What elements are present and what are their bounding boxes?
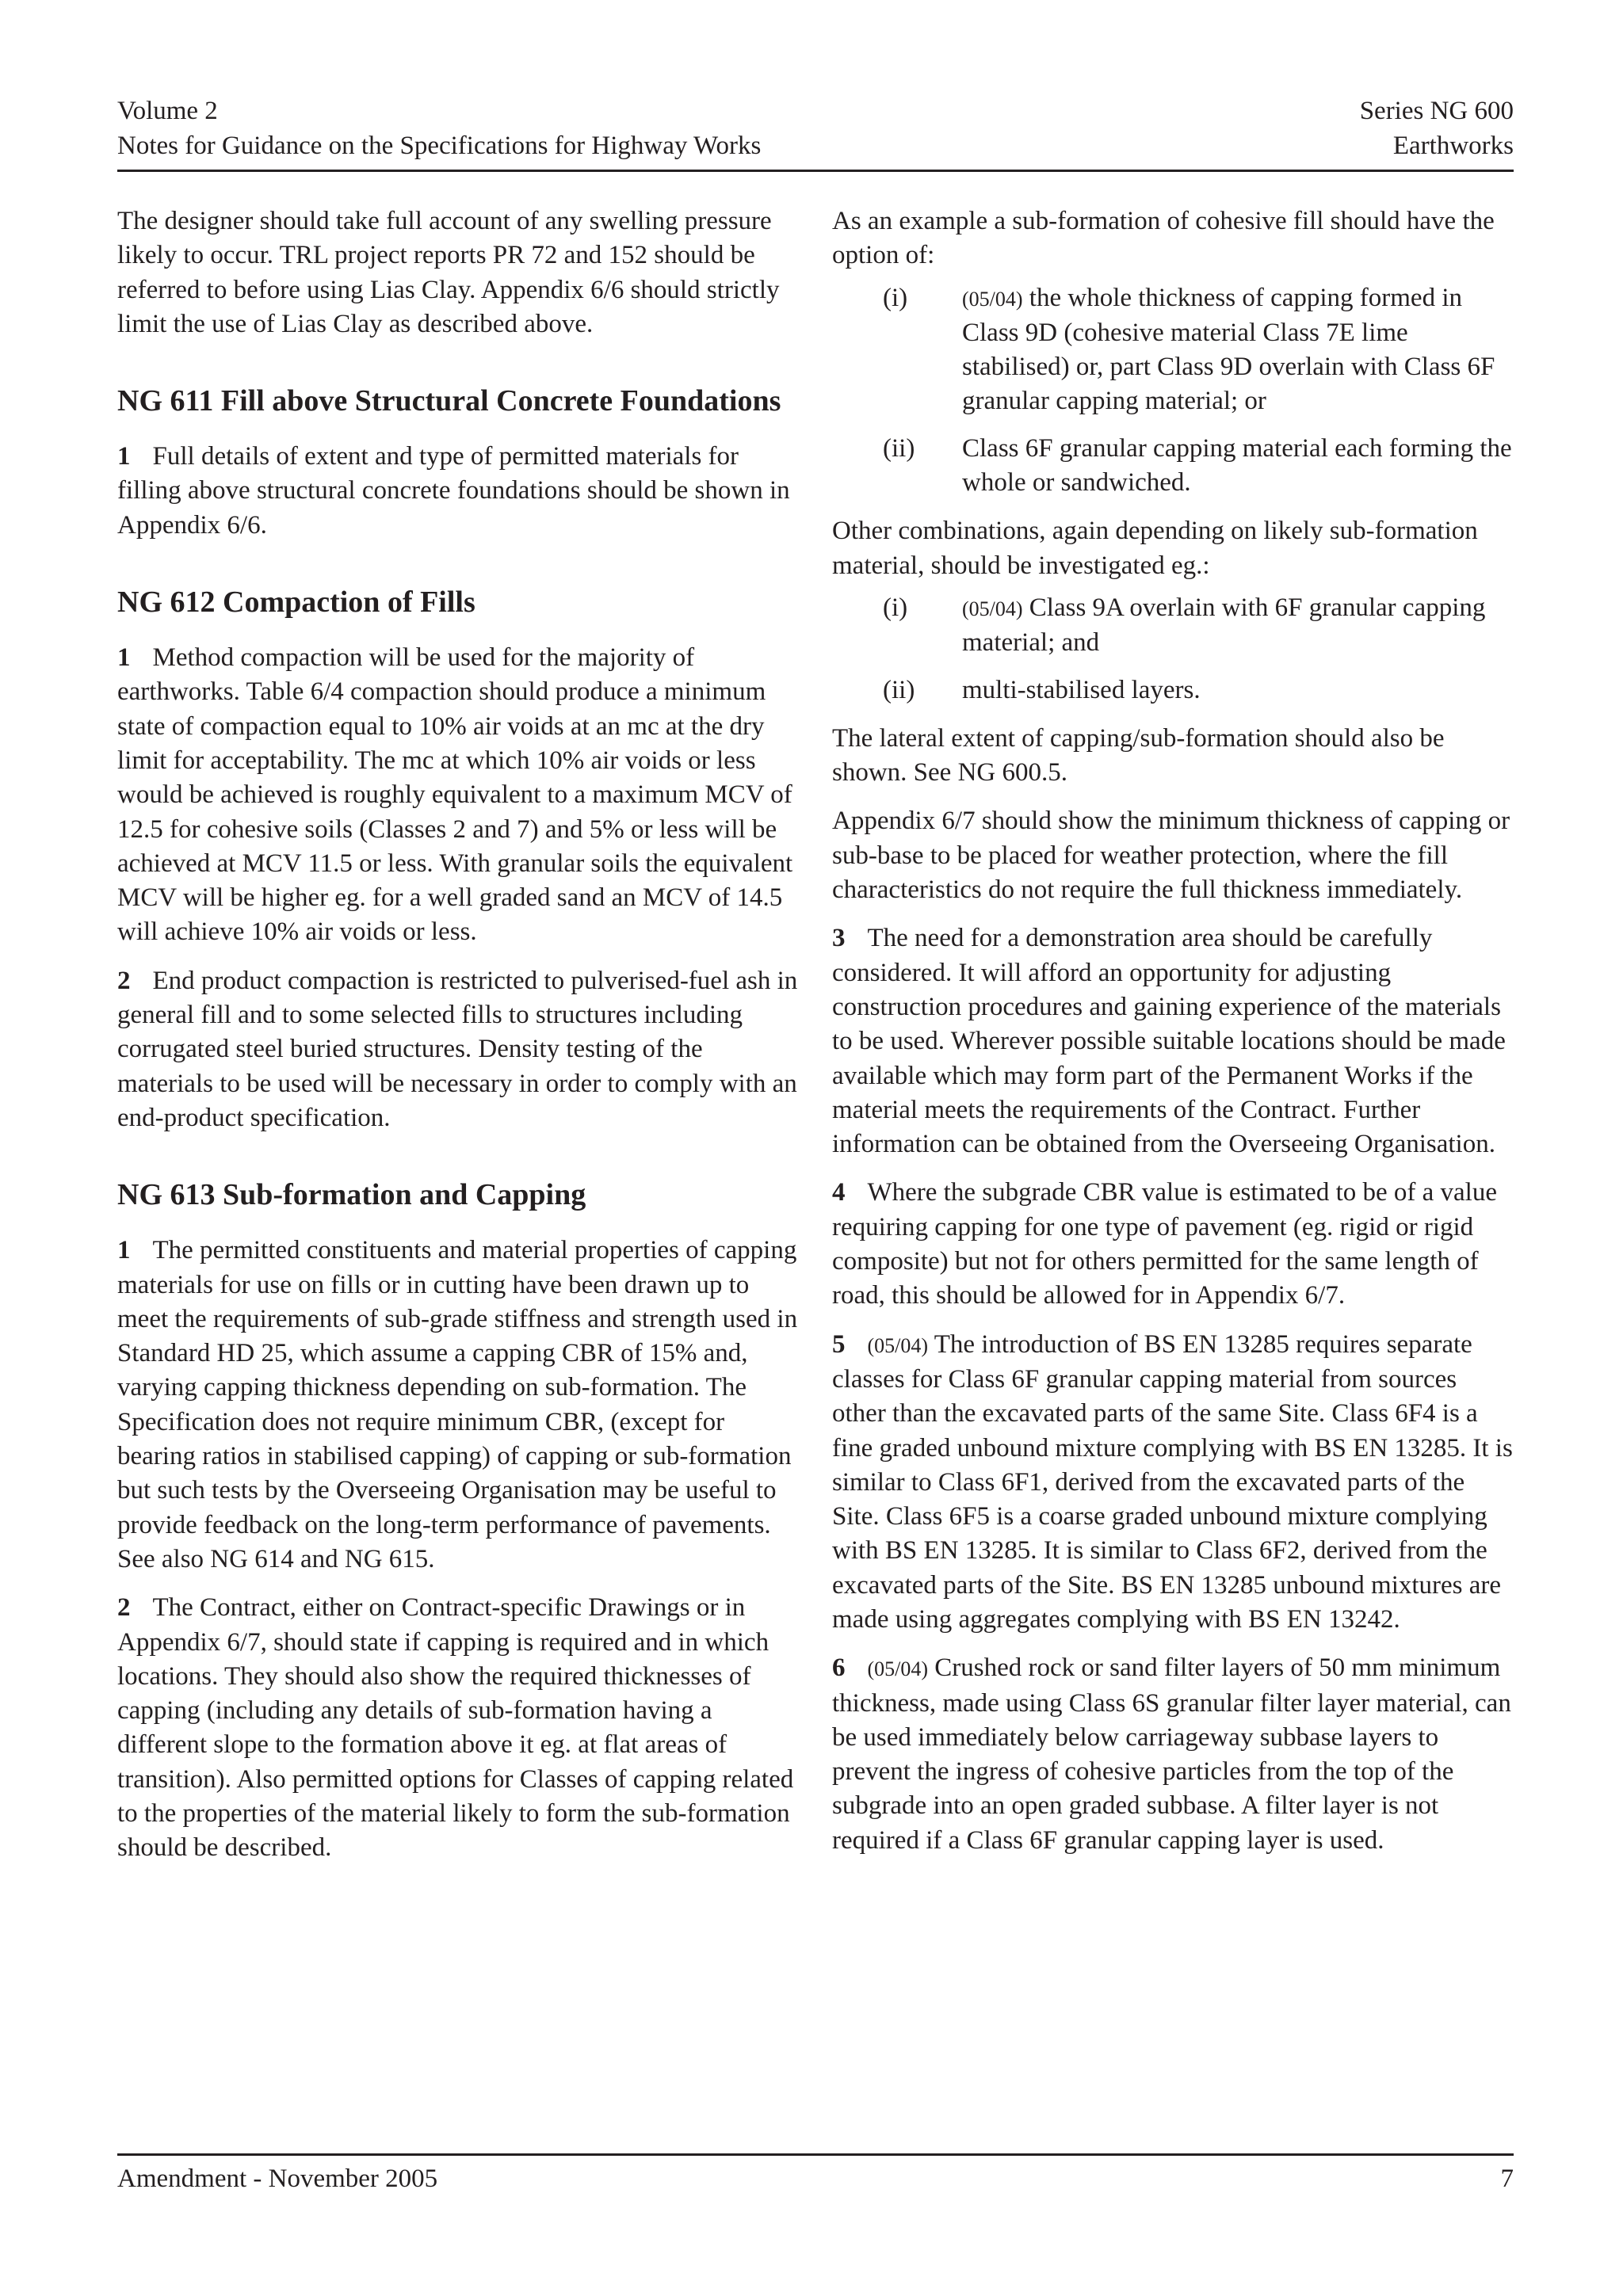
document-title: Notes for Guidance on the Specifications for Highway Works xyxy=(117,132,762,160)
ng613-paragraph-3 xyxy=(832,921,1514,1161)
paragraph-number: 2 xyxy=(117,1593,131,1623)
list-item-number: (i) xyxy=(883,283,908,312)
amendment-tag: (05/04) xyxy=(867,1333,929,1357)
paragraph-number: 6 xyxy=(832,1653,846,1683)
header-right xyxy=(1117,93,1514,163)
paragraph-number: 5 xyxy=(832,1329,846,1359)
paragraph-text: Crushed rock or sand filter layers of 50 mm minimum thickness, made using Class 6S granular filter layer material, can be used immediately below carriageway subbase layers to prevent the ingress of cohesive particles from the top of the subgrade into an open graded subbase. A filter layer is not required if a Class 6F granular capping layer is used. xyxy=(832,1653,1511,1855)
list-item-text: multi-stabilised layers. xyxy=(962,675,1201,704)
paragraph-number: 4 xyxy=(832,1178,846,1207)
footer-rule xyxy=(117,2153,1514,2156)
list-item-text: Class 6F granular capping material each forming the whole or sandwiched. xyxy=(962,433,1512,498)
paragraph-number: 1 xyxy=(117,442,131,471)
list-item-text: the whole thickness of capping formed in Class 9D (cohesive material Class 7E lime stabilised) or, part Class 9D overlain with Class 6F granular capping material; or xyxy=(962,283,1495,416)
ng612-paragraph-2 xyxy=(117,964,799,1135)
paragraph-number: 2 xyxy=(117,966,131,995)
ng612-paragraph-1 xyxy=(117,641,799,950)
list-item-number: (ii) xyxy=(883,675,915,704)
paragraph-text: The need for a demonstration area should be carefully considered. It will afford an opportunity for adjusting construction procedures and gaining experience of the materials to be used. Wherever possible suitable locations should be made available which may form part of the Permanent Works if the material meets the requirements of the Contract. Further information can be obtained from the Overseeing Organisation. xyxy=(832,924,1506,1159)
ng613-paragraph-2 xyxy=(117,1591,799,1865)
header-left xyxy=(117,93,1068,163)
paragraph-text: The permitted constituents and material properties of capping materials for use on fills or in cutting have been drawn up to meet the requirements of sub-grade stiffness and strength used in Standard HD 25, which assume a capping CBR of 15% and, varying capping thickness depending on sub-formation. The Specification does not require minimum CBR, (except for bearing ratios in stabilised capping) of capping or sub-formation but such tests by the Overseeing Organisation may be useful to provide feedback on the long-term performance of pavements. See also NG 614 and NG 615. xyxy=(117,1236,798,1573)
paragraph-text: Full details of extent and type of permitted materials for filling above structural concrete foundations should be shown in Appendix 6/6. xyxy=(117,442,790,540)
example-intro: As an example a sub-formation of cohesive fill should have the option of: xyxy=(832,207,1495,270)
heading-ng611: NG 611 Fill above Structural Concrete Foundations xyxy=(117,384,781,418)
heading-ng613: NG 613 Sub-formation and Capping xyxy=(117,1178,586,1212)
list-item xyxy=(832,281,1514,419)
list-item-text: Class 9A overlain with 6F granular capping material; and xyxy=(962,593,1486,658)
amendment-tag: (05/04) xyxy=(962,287,1023,311)
ng613-paragraph-1 xyxy=(117,1234,799,1577)
amendment-tag: (05/04) xyxy=(867,1657,929,1681)
other-combinations-list xyxy=(832,591,1514,707)
paragraph-text: End product compaction is restricted to pulverised-fuel ash in general fill and to some selected fills to structures including corrugated steel buried structures. Density testing of the materials to be used will be necessary in order to comply with an end-product specification. xyxy=(117,966,798,1132)
amendment-date: Amendment - November 2005 xyxy=(117,2164,438,2193)
list-item xyxy=(832,673,1514,707)
paragraph-text: Method compaction will be used for the majority of earthworks. Table 6/4 compaction should produce a minimum state of compaction equal to 10% air voids at an mc at the dry limit for acceptability. The mc at which 10% air voids or less would be achieved is roughly equivalent to a maximum MCV of 12.5 for cohesive soils (Classes 2 and 7) and 5% or less will be achieved at MCV 11.5 or less. With granular soils the equivalent MCV will be higher eg. for a well graded sand an MCV of 14.5 will achieve 10% air voids or less. xyxy=(117,643,793,947)
other-combinations-intro: Other combinations, again depending on likely sub-formation material, should be investigated eg.: xyxy=(832,517,1478,580)
page-number: 7 xyxy=(1500,2164,1514,2193)
amendment-tag: (05/04) xyxy=(962,597,1023,620)
paragraph-number: 3 xyxy=(832,924,846,953)
list-item-number: (ii) xyxy=(883,433,915,463)
list-item xyxy=(832,432,1514,501)
ng613-paragraph-6 xyxy=(832,1651,1514,1858)
paragraph-text: The introduction of BS EN 13285 requires separate classes for Class 6F granular capping material from sources other than the excavated parts of the same Site. Class 6F4 is a fine graded unbound mixture complying with BS EN 13285. It is similar to Class 6F1, derived from the excavated parts of the Site. Class 6F5 is a coarse graded unbound mixture complying with BS EN 13285. It is similar to Class 6F2, derived from the excavated parts of the Site. BS EN 13285 unbound mixtures are made using aggregates complying with BS EN 13242. xyxy=(832,1329,1513,1634)
ng611-paragraph-1 xyxy=(117,440,799,543)
appendix-paragraph: Appendix 6/7 should show the minimum thickness of capping or sub-base to be placed for weather protection, where the fill characteristics do not require the full thickness immediately. xyxy=(832,807,1510,905)
paragraph-number: 1 xyxy=(117,1236,131,1265)
section-label: Earthworks xyxy=(1392,132,1514,160)
intro-paragraph: The designer should take full account of any swelling pressure likely to occur. TRL project reports PR 72 and 152 should be referred to before using Lias Clay. Appendix 6/6 should strictly limit the use of Lias Clay as described above. xyxy=(117,207,780,338)
paragraph-text: The Contract, either on Contract-specific Drawings or in Appendix 6/7, should state if capping is required and in which locations. They should also show the required thicknesses of capping (including any details of sub-formation having a different slope to the formation above it eg. at flat areas of transition). Also permitted options for Classes of capping related to the properties of the material likely to form the sub-formation should be described. xyxy=(117,1593,794,1863)
header-rule xyxy=(117,170,1514,172)
volume-label: Volume 2 xyxy=(117,97,218,125)
ng613-paragraph-4 xyxy=(832,1176,1514,1313)
list-item xyxy=(832,591,1514,661)
paragraph-text: Where the subgrade CBR value is estimated to be of a value requiring capping for one type of pavement (eg. rigid or rigid composite) but not for others permitted for the same length of road, this should be allowed for in Appendix 6/7. xyxy=(832,1178,1497,1310)
example-list xyxy=(832,281,1514,501)
left-column xyxy=(117,204,799,1880)
lateral-extent-paragraph: The lateral extent of capping/sub-formation should also be shown. See NG 600.5. xyxy=(832,723,1445,788)
paragraph-number: 1 xyxy=(117,643,131,673)
series-label: Series NG 600 xyxy=(1359,97,1514,125)
list-item-number: (i) xyxy=(883,593,908,622)
right-column xyxy=(832,204,1514,1872)
ng613-paragraph-5 xyxy=(832,1328,1514,1638)
heading-ng612: NG 612 Compaction of Fills xyxy=(117,585,475,620)
